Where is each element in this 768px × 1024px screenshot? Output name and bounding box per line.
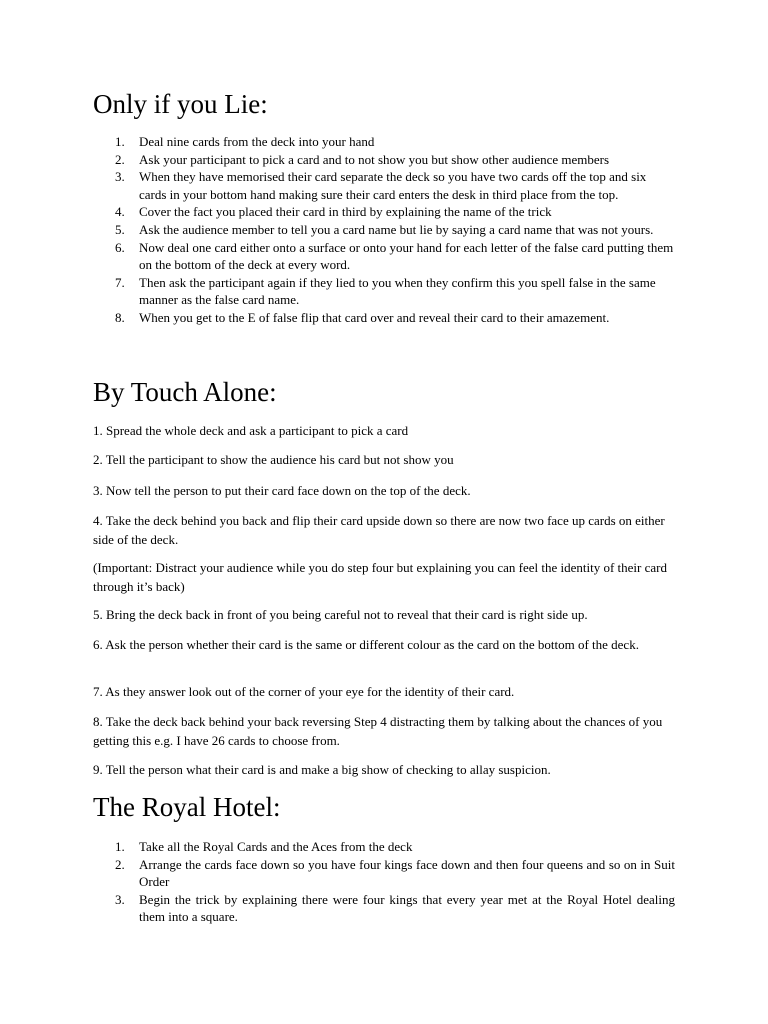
list-item-text: When you get to the E of false flip that card over and reveal their card to their amazement. — [139, 309, 610, 325]
list-item — [93, 203, 675, 221]
paragraph-step-9: 9. Tell the person what their card is and make a big show of checking to allay suspicion. — [93, 762, 551, 777]
paragraph-important-note: (Important: Distract your audience while you do step four but explaining you can feel the identity of their card through it’s back) — [93, 560, 667, 594]
list-item-text: Arrange the cards face down so you have four kings face down and then four queens and so on in Suit Order — [139, 856, 675, 890]
list-item — [93, 838, 675, 856]
list-item — [93, 221, 675, 239]
list-number: 4. — [115, 204, 125, 220]
list-number: 7. — [115, 274, 125, 290]
list-number: 3. — [115, 169, 125, 185]
list-number: 3. — [115, 891, 125, 907]
section-title-by-touch-alone: By Touch Alone: — [93, 377, 277, 407]
paragraph-step-2: 2. Tell the participant to show the audience his card but not show you — [93, 452, 454, 467]
paragraph-step-1: 1. Spread the whole deck and ask a participant to pick a card — [93, 423, 409, 438]
list-item-text: Ask the audience member to tell you a card name but lie by saying a card name that was not yours. — [139, 221, 654, 237]
list-item — [93, 309, 675, 327]
list-item-text: Now deal one card either onto a surface or onto your hand for each letter of the false card putting them on the bottom of the deck at every word. — [139, 239, 674, 273]
list-item — [93, 168, 675, 203]
list-item — [93, 133, 675, 151]
list-number: 1. — [115, 839, 125, 854]
paragraph-step-5: 5. Bring the deck back in front of you being careful not to reveal that their card is right side up. — [93, 607, 588, 622]
list-number: 5. — [115, 221, 125, 237]
list-item-text: Then ask the participant again if they lied to you when they confirm this you spell false in the same manner as the false card name. — [139, 274, 656, 308]
paragraph-step-4: 4. Take the deck behind you back and flip their card upside down so there are now two face up cards on either side of the deck. — [93, 513, 665, 547]
steps-list-only-if-you-lie — [93, 133, 675, 327]
list-item-text: Deal nine cards from the deck into your hand — [139, 134, 375, 149]
list-number: 1. — [115, 134, 125, 149]
list-item-text: Ask your participant to pick a card and to not show you but show other audience members — [139, 151, 610, 167]
steps-list-the-royal-hotel — [93, 838, 675, 926]
list-item-text: When they have memorised their card separate the deck so you have two cards off the top and six cards in your bottom hand making sure their card enters the desk in third place from the top. — [139, 169, 647, 202]
list-number: 2. — [115, 151, 125, 167]
list-item-text: Begin the trick by explaining there were four kings that every year met at the Royal Hotel dealing them into a square. — [139, 891, 675, 925]
paragraph-step-6: 6. Ask the person whether their card is the same or different colour as the card on the bottom of the deck. — [93, 637, 639, 652]
list-item — [93, 239, 675, 274]
list-item — [93, 151, 675, 169]
section-title-the-royal-hotel: The Royal Hotel: — [93, 792, 281, 822]
list-item-text: Take all the Royal Cards and the Aces from the deck — [139, 839, 413, 854]
paragraph-step-8: 8. Take the deck back behind your back reversing Step 4 distracting them by talking about the chances of you getting this e.g. I have 26 cards to choose from. — [93, 714, 663, 748]
section-title-only-if-you-lie: Only if you Lie: — [93, 89, 268, 119]
list-number: 8. — [115, 309, 125, 325]
paragraph-step-7: 7. As they answer look out of the corner of your eye for the identity of their card. — [93, 684, 515, 699]
list-item — [93, 274, 675, 309]
paragraph-step-3: 3. Now tell the person to put their card face down on the top of the deck. — [93, 483, 471, 498]
list-number: 6. — [115, 239, 125, 255]
list-item — [93, 891, 675, 926]
list-number: 2. — [115, 856, 125, 872]
list-item — [93, 856, 675, 891]
list-item-text: Cover the fact you placed their card in third by explaining the name of the trick — [139, 204, 552, 220]
